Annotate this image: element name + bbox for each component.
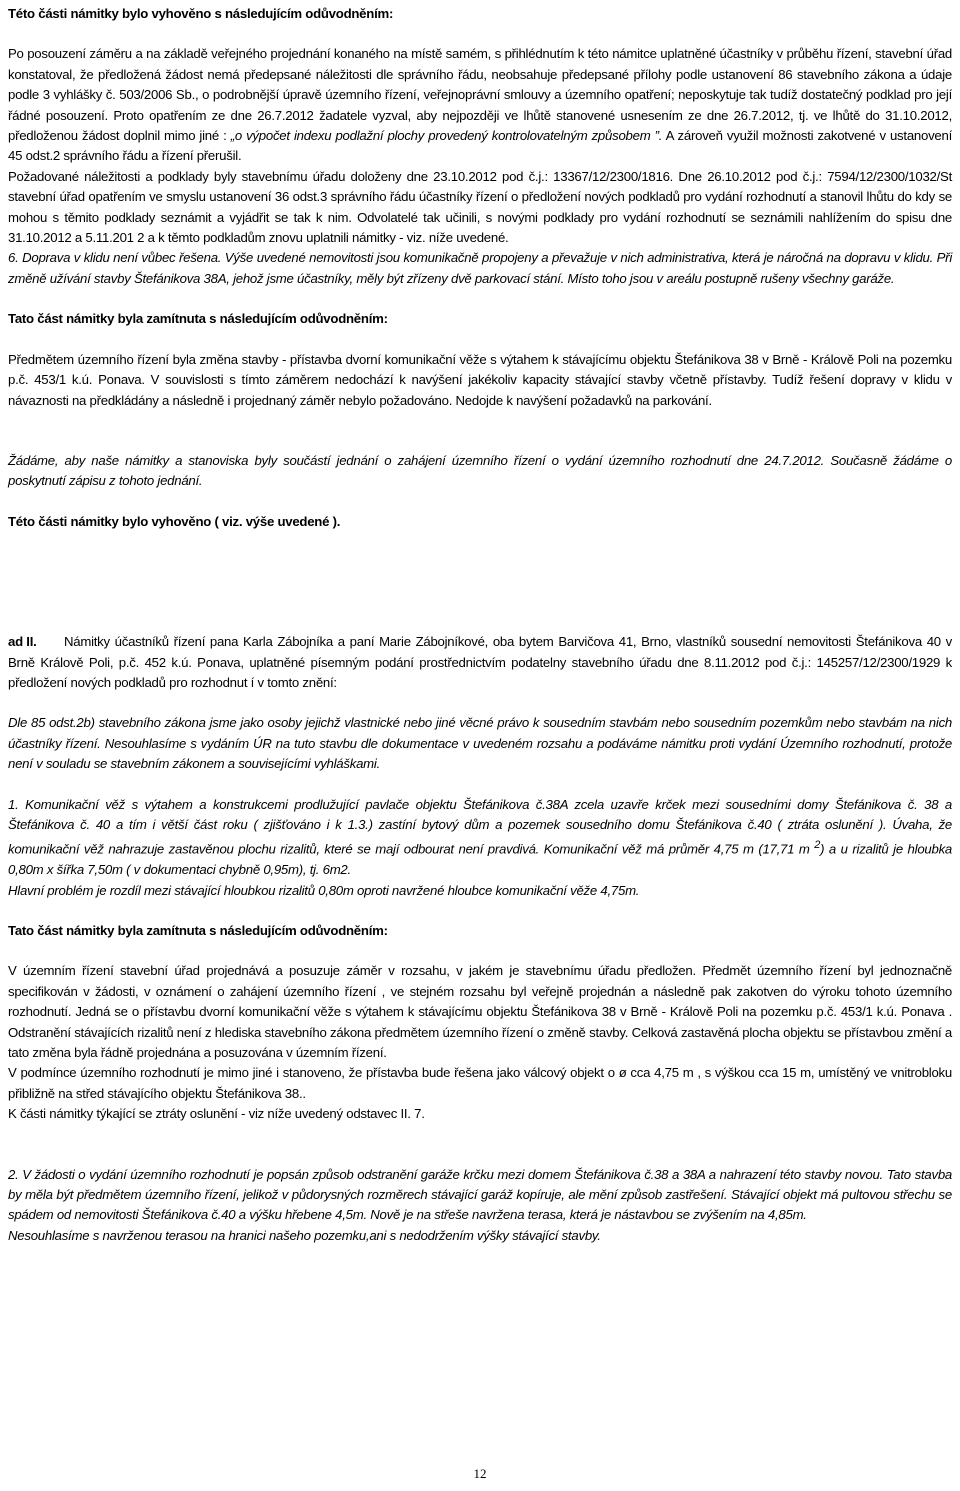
page-number: 12 [473,1466,487,1481]
paragraph [8,44,952,166]
objection-paragraph: Hlavní problém je rozdíl mezi stávající hloubkou rizalitů 0,80m oproti navržené hloubce komunikační věže 4,75m. [8,882,640,898]
paragraph: Předmětem územního řízení byla změna stavby - přístavba dvorní komunikační věže s výtahem k stávajícímu objektu Štefánikova 38 v Brně - Králově Poli na pozemku p.č. 453/1 k.ú. Ponava. V souvislosti s tímto záměrem nedochází k navýšení jakékoliv kapacity stávající stavby včetně přístavby. Tudíž řešení dopravy v klidu v návaznosti na předkládány a následně i projednaný záměr nebylo požadováno. Nedojde k navýšení požadavků na parkování. [8,351,952,408]
paragraph-text: Námitky účastníků řízení pana Karla Zábojníka a paní Marie Zábojníkové, oba bytem Barvičova 41, Brno, vlastníků sousední nemovitosti Štefánikova 40 v Brně Králově Poli, p.č. 452 k.ú. Ponava, uplatněné písemným podání prostřednictvím podatelny stavebního úřadu dne 8.11.2012 pod č.j.: 145257/12/2300/1929 k předložení nových podkladů pro rozhodnut í v tomto znění: [8,634,952,690]
section-heading: Tato část námitky byla zamítnuta s následujícím odůvodněním: [8,922,388,938]
paragraph: Požadované náležitosti a podklady byly stavebnímu úřadu doloženy dne 23.10.2012 pod č.j.: 13367/12/2300/1816. Dne 26.10.2012 pod č.j.: 7594/12/2300/1032/St stavební úřad opatřením ve smyslu ustanovení 36 odst.3 správního řádu účastníky řízení o předložení nových podkladů pro vydání rozhodnutí a stanovil lhůtu do kdy se mohou s těmito podklady seznámit a vyjádřit se tak k nim. Odvolatelé tak učinili, s novými podklady pro vydání rozhodnutí se seznámili nahlížením do spisu dne 31.10.2012 a 5.11.201 2 a k těmto podkladům znovu uplatnili námitky - viz. níže uvedené. [8,168,952,246]
paragraph: V podmínce územního rozhodnutí je mimo jiné i stanoveno, že přístavba bude řešena jako válcový objekt o ø cca 4,75 m , s výškou cca 15 m, umístěný ve vnitrobloku přibližně na střed stávajícího objektu Štefánikova 38.. [8,1065,952,1101]
paragraph-text: A zároveň využil možnosti zakotvené v ustanovení 45 odst.2 správního řádu a řízení přerušil. [8,128,952,164]
objection-item-6: 6. Doprava v klidu není vůbec řešena. Výše uvedené nemovitosti jsou komunikačně propojeny a převažuje v nich administrativa, která je náročná na dopravu v klidu. Při změně užívání stavby Štefánikova 38A, jehož jsme účastníky, měly být zřízeny dvě parkovací stání. Místo toho jsou v areálu postupně rušeny všechny garáže. [8,250,952,286]
ad-ii-paragraph [8,632,952,693]
objection-item-2: 2. V žádosti o vydání územního rozhodnutí je popsán způsob odstranění garáže krčku mezi domem Štefánikova č.38 a 38A a nahrazení této stavby novou. Tato stavba by měla být předmětem územního řízení, jelikož v půdorysných rozměrech stávající garáž kopíruje, ale mění způsob zastřešení. Stávající objekt má pultovou střechu se spádem od nemovitosti Štefánikova č.40 a výšku hřebene 4,5m. Nově je na střeše navržena terasa, která je nástavbou se zvýšením na 4,85m. [8,1166,952,1223]
result-line: Této části námitky bylo vyhověno ( viz. výše uvedené ). [8,513,341,529]
ad-label: ad II. [8,634,37,650]
objection-paragraph: Dle 85 odst.2b) stavebního zákona jsme jako osoby jejichž vlastnické nebo jiné věcné právo k sousedním stavbám nebo sousedním pozemkům nebo stavbám na nich účastníky řízení. Nesouhlasíme s vydáním ÚR na tuto stavbu dle dokumentace v uvedeném rozsahu a podáváme námitku proti vydání Územního rozhodnutí, protože není v souladu se stavebním zákonem a souvisejícími vyhláškami. [8,715,952,772]
paragraph-text: Po posouzení záměru a na základě veřejného projednání konaného na místě samém, s přihlédnutím k této námitce uplatněné účastníky v průběhu řízení, stavební úřad konstatoval, že předložená žádost nemá předepsané náležitosti dle správního řádu, neobsahuje předepsané přílohy podle ustanovení 86 stavebního zákona a údaje podle 3 vyhlášky č. 503/2006 Sb., o podrobnější úpravě územního řízení, veřejnoprávní smlouvy a územního opatření; neposkytuje tak tudíž dostatečný podklad pro její řádné posouzení. Proto opatřením ze dne 26.7.2012 žadatele vyzval, aby nejpozději ve lhůtě stanovené usnesením ze dne 26.7.2012, tj. ve lhůtě do 31.10.2012, předloženou žádost doplnil mimo jiné : [8,46,952,144]
paragraph-text: ) a u rizalitů je hloubka 0,80m x šířka 7,50m ( v dokumentaci chybně 0,95m), tj. 6m2. [8,841,952,878]
paragraph-italic-text: „o výpočet indexu podlažní plochy provedený kontrolovatelným způsobem ”. [230,128,663,144]
section-heading: Této části námitky bylo vyhověno s následujícím odůvodněním: [8,6,394,21]
request-paragraph: Žádáme, aby naše námitky a stanoviska byly součástí jednání o zahájení územního řízení o vydání územního rozhodnutí dne 24.7.2012. Současně žádáme o poskytnutí zápisu z tohoto jednání. [8,452,952,489]
section-heading: Tato část námitky byla zamítnuta s následujícím odůvodněním: [8,311,388,327]
objection-item-1 [8,795,952,881]
paragraph: K části námitky týkající se ztráty oslunění - viz níže uvedený odstavec II. 7. [8,1106,425,1122]
superscript: 2 [814,839,821,852]
objection-paragraph: Nesouhlasíme s navrženou terasou na hranici našeho pozemku,ani s nedodržením výšky stávající stavby. [8,1227,601,1243]
paragraph-text: 1. Komunikační věž s výtahem a konstrukcemi prodlužující pavlače objektu Štefánikova č.38A zcela uzavře krček mezi sousedními domy Štefánikova č. 38 a Štefánikova č. 40 a tím i větší část roku ( zjišťováno i k 1.3.) zastíní bytový dům a pozemek sousedního domu Štefánikova č.40 ( ztráta oslunění ). Úvaha, že komunikační věž nahrazuje zastavěnou plochu rizalitů, které se mají odbourat není pravdivá. Komunikační věž má průměr 4,75 m (17,71 m [8,796,952,857]
paragraph: V územním řízení stavební úřad projednává a posuzuje záměr v rozsahu, v jakém je stavebnímu úřadu předložen. Předmět územního řízení byl jednoznačně specifikován v žádosti, v oznámení o zahájení územního řízení , ve stejném rozsahu byl veřejně projednán a následně pak zakotven do výroku tohoto územního rozhodnutí. Jedná se o přístavbu dvorní komunikační věže s výtahem k stávajícímu objektu Štefánikova 38 v Brně - Králově Poli na pozemku p.č. 453/1 k.ú. Ponava . Odstranění stávajících rizalitů není z hlediska stavebního zákona předmětem územního řízení o změně stavby. Celková zastavěná plocha objektu se přístavbou změní a tato změna byla řádně projednána a posuzována v územním řízení. [8,963,952,1061]
